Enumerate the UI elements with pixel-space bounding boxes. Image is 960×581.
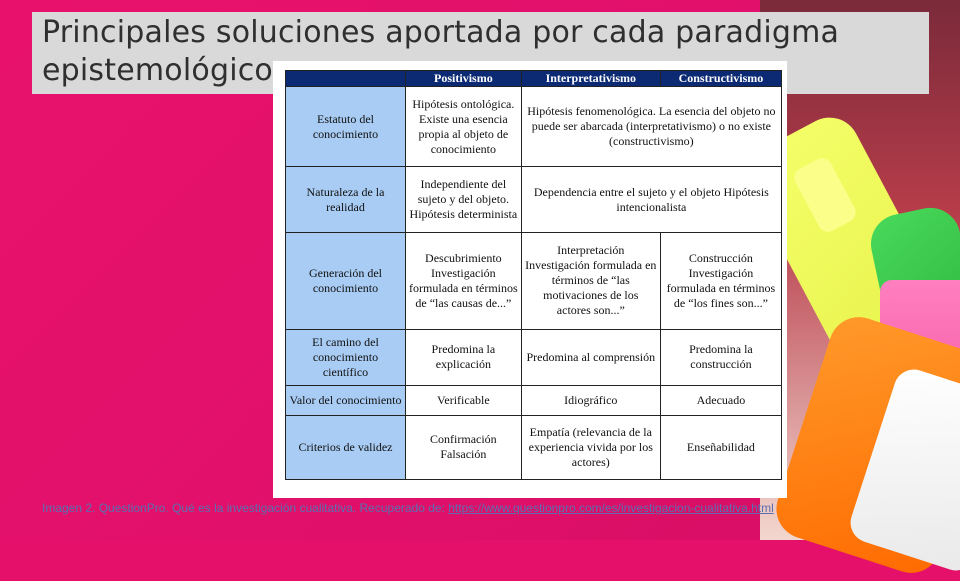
table-cell: Predomina al comprensión bbox=[521, 329, 660, 385]
row-label: Generación del conocimiento bbox=[286, 233, 406, 329]
table-row bbox=[286, 329, 782, 385]
table-row bbox=[286, 385, 782, 415]
table-header-constructivismo: Constructivismo bbox=[660, 71, 781, 87]
table-cell: Idiográfico bbox=[521, 385, 660, 415]
source-link[interactable]: https://www.questionpro.com/es/investigacion-cualitativa.html bbox=[448, 501, 774, 515]
table-row bbox=[286, 415, 782, 479]
table-cell: Confirmación Falsación bbox=[406, 415, 522, 479]
table-cell: Enseñabilidad bbox=[660, 415, 781, 479]
table-header-corner bbox=[286, 71, 406, 87]
caption-text: Imagen 2. QuestionPro. Qué es la investigación cualitativa. Recuperado de: bbox=[42, 501, 449, 515]
table-cell: Empatía (relevancia de la experiencia vivida por los actores) bbox=[521, 415, 660, 479]
table-cell: Hipótesis ontológica. Existe una esencia propia al objeto de conocimiento bbox=[406, 87, 522, 167]
table-cell: Dependencia entre el sujeto y el objeto Hipótesis intencionalista bbox=[521, 167, 781, 233]
table-cell: Independiente del sujeto y del objeto. Hipótesis determinista bbox=[406, 167, 522, 233]
row-label: Valor del conocimiento bbox=[286, 385, 406, 415]
table-cell: Adecuado bbox=[660, 385, 781, 415]
table-header-positivismo: Positivismo bbox=[406, 71, 522, 87]
table-row bbox=[286, 87, 782, 167]
table-row bbox=[286, 167, 782, 233]
table-cell: Descubrimiento Investigación formulada en términos de “las causas de...” bbox=[406, 233, 522, 329]
row-label: El camino del conocimiento científico bbox=[286, 329, 406, 385]
table-header-interpretativismo: Interpretativismo bbox=[521, 71, 660, 87]
table-cell: Hipótesis fenomenológica. La esencia del objeto no puede ser abarcada (interpretativismo) o no existe (constructivismo) bbox=[521, 87, 781, 167]
row-label: Naturaleza de la realidad bbox=[286, 167, 406, 233]
table-cell: Predomina la explicación bbox=[406, 329, 522, 385]
table-cell: Construcción Investigación formulada en términos de “los fines son...” bbox=[660, 233, 781, 329]
table-cell: Verificable bbox=[406, 385, 522, 415]
row-label: Criterios de validez bbox=[286, 415, 406, 479]
table-row bbox=[286, 233, 782, 329]
row-label: Estatuto del conocimiento bbox=[286, 87, 406, 167]
slide-title: Principales soluciones aportada por cada paradigma epistemológico bbox=[42, 15, 840, 88]
table-header-row bbox=[286, 71, 782, 87]
table-cell: Interpretación Investigación formulada en términos de “las motivaciones de los actores son...” bbox=[521, 233, 660, 329]
table-cell: Predomina la construcción bbox=[660, 329, 781, 385]
image-caption bbox=[42, 500, 872, 516]
paradigm-table bbox=[285, 70, 782, 480]
